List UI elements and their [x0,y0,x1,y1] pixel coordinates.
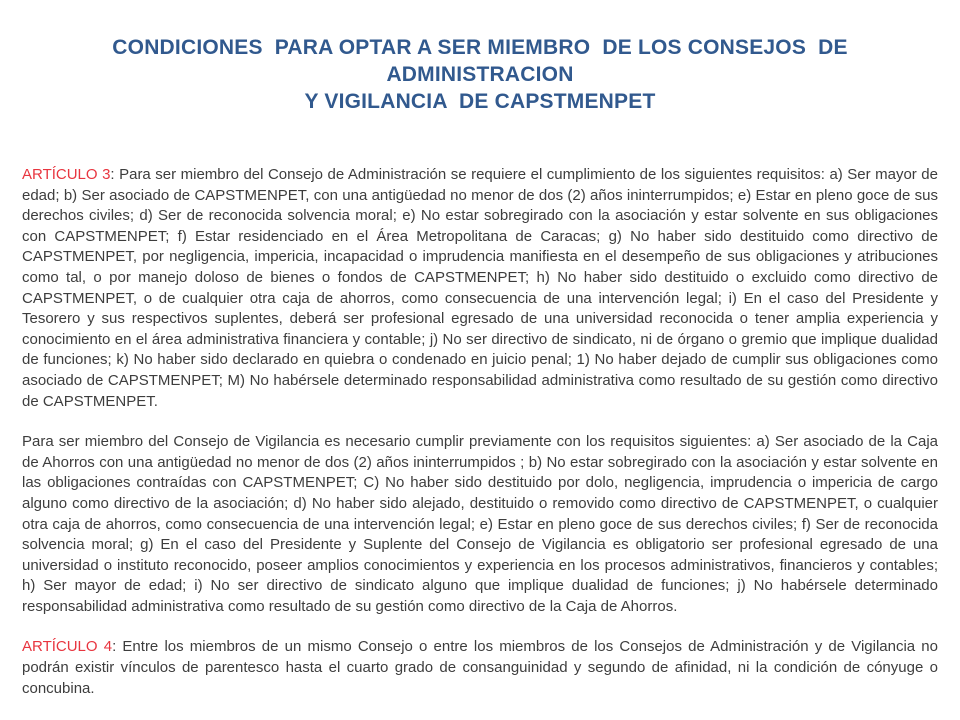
articulo-4-text: : Entre los miembros de un mismo Consejo o entre los miembros de los Consejos de Administración y de Vigilancia no podrán existir vínculos de parentesco hasta el cuarto grado de consanguinidad y segundo de afinidad, ni la condición de cónyuge o concubina. [22,638,938,697]
articulo-3-text: : Para ser miembro del Consejo de Administración se requiere el cumplimiento de los siguientes requisitos: a) Ser mayor de edad; b) Ser asociado de CAPSTMENPET, con una antigüedad no menor de dos (2) años ininterrumpidos; e) Estar en pleno goce de sus derechos civiles; d) Ser de reconocida solvencia moral; e) No estar sobregirado con la asociación y estar solvente en sus obligaciones con CAPSTMENPET; f) Estar residenciado en el Área Metropolitana de Caracas; g) No haber sido destituido como directivo de CAPSTMENPET, por negligencia, impericia, incapacidad o imprudencia manifiesta en el desempeño de sus obligaciones y atribuciones como tal, o por manejo doloso de bienes o fondos de CAPSTMENPET; h) No haber sido destituido o excluido como directivo de CAPSTMENPET, o de cualquier otra caja de ahorros, como consecuencia de una intervención legal; i) En el caso del Presidente y Tesorero y sus respectivos suplentes, deberá ser profesional egresado de una universidad reconocida o tener amplia experiencia y conocimiento en el área administrativa financiera y contable; j) No ser directivo de sindicato, ni de órgano o gremio que implique dualidad de funciones; k) No haber sido declarado en quiebra o condenado en juicio penal; 1) No haber dejado de cumplir sus obligaciones como asociado de CAPSTMENPET; M) No habérsele determinado responsabilidad administrativa como resultado de su gestión como directivo de CAPSTMENPET. [22,166,938,410]
page-title [26,34,934,115]
consejo-vigilancia-text: Para ser miembro del Consejo de Vigilancia es necesario cumplir previamente con los requisitos siguientes: a) Ser asociado de la Caja de Ahorros con una antigüedad no menor de dos (2) años ininterrumpidos ; b) No estar sobregirado con la asociación y estar solvente en las obligaciones contraídas con CAPSTMENPET; C) No haber sido destituido por dolo, negligencia, imprudencia o impericia de cargo alguno como directivo de la asociación; d) No haber sido alejado, destituido o removido como directivo de CAPSTMENPET, o cualquier otra caja de ahorros, como consecuencia de una intervención legal; e) Estar en pleno goce de sus derechos civiles; f) Ser de reconocida solvencia moral; g) En el caso del Presidente y Suplente del Consejo de Vigilancia es obligatorio ser profesional egresado de una universidad o instituto reconocido, poseer amplios conocimientos y experiencia en los procesos administrativos, financieros y contables; h) Ser mayor de edad; i) No ser directivo de sindicato alguno que implique dualidad de funciones; j) No habérsele determinado responsabilidad administrativa como resultado de su gestión como directivo de la Caja de Ahorros. [22,433,938,615]
paragraph-consejo-vigilancia [22,432,938,617]
paragraph-articulo-3 [22,165,938,412]
document-body [22,165,938,699]
articulo-3-label: ARTÍCULO 3 [22,166,111,183]
articulo-4-label: ARTÍCULO 4 [22,638,113,656]
paragraph-articulo-4 [22,637,938,699]
page-title-line-2: Y VIGILANCIA DE CAPSTMENPET [304,90,656,113]
page-title-line-1: CONDICIONES PARA OPTAR A SER MIEMBRO DE LOS CONSEJOS DE ADMINISTRACION [112,36,853,86]
